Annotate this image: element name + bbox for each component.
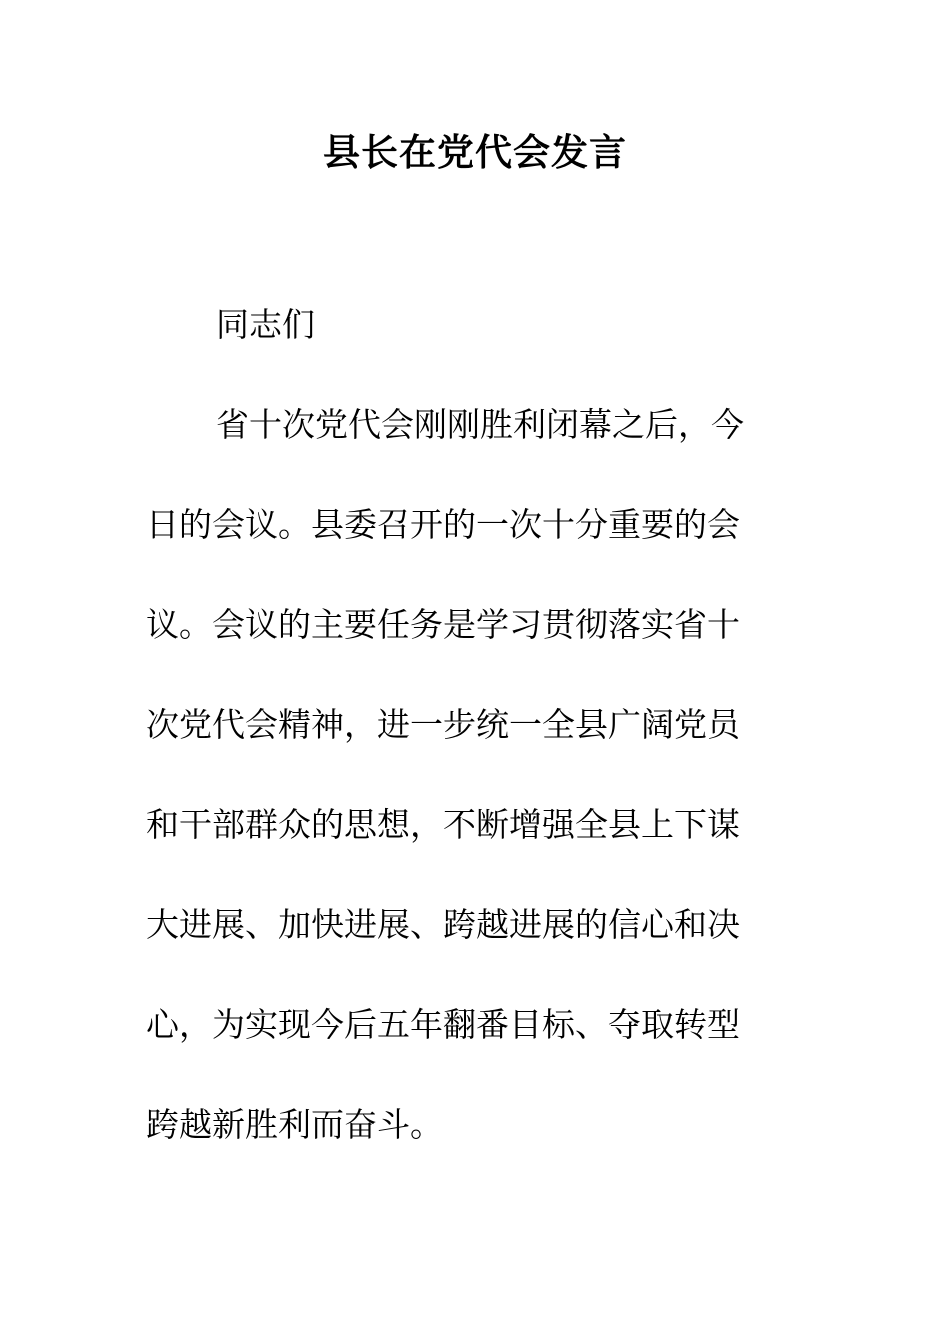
paragraph-line: 议。会议的主要任务是学习贯彻落实省十 [146, 605, 740, 644]
document-title: 县长在党代会发言 [323, 130, 627, 174]
paragraph-line: 省十次党代会刚刚胜利闭幕之后，今 [216, 405, 744, 444]
paragraph-line: 心，为实现今后五年翻番目标、夺取转型 [146, 1005, 740, 1044]
paragraph-line: 大进展、加快进展、跨越进展的信心和决 [146, 905, 740, 944]
greeting-line: 同志们 [216, 305, 315, 344]
paragraph-line: 跨越新胜利而奋斗。 [146, 1105, 443, 1144]
paragraph-line: 次党代会精神，进一步统一全县广阔党员 [146, 705, 740, 744]
body-paragraph [146, 400, 778, 1200]
paragraph-line: 日的会议。县委召开的一次十分重要的会 [146, 505, 740, 544]
paragraph-line: 和干部群众的思想，不断增强全县上下谋 [146, 805, 740, 844]
